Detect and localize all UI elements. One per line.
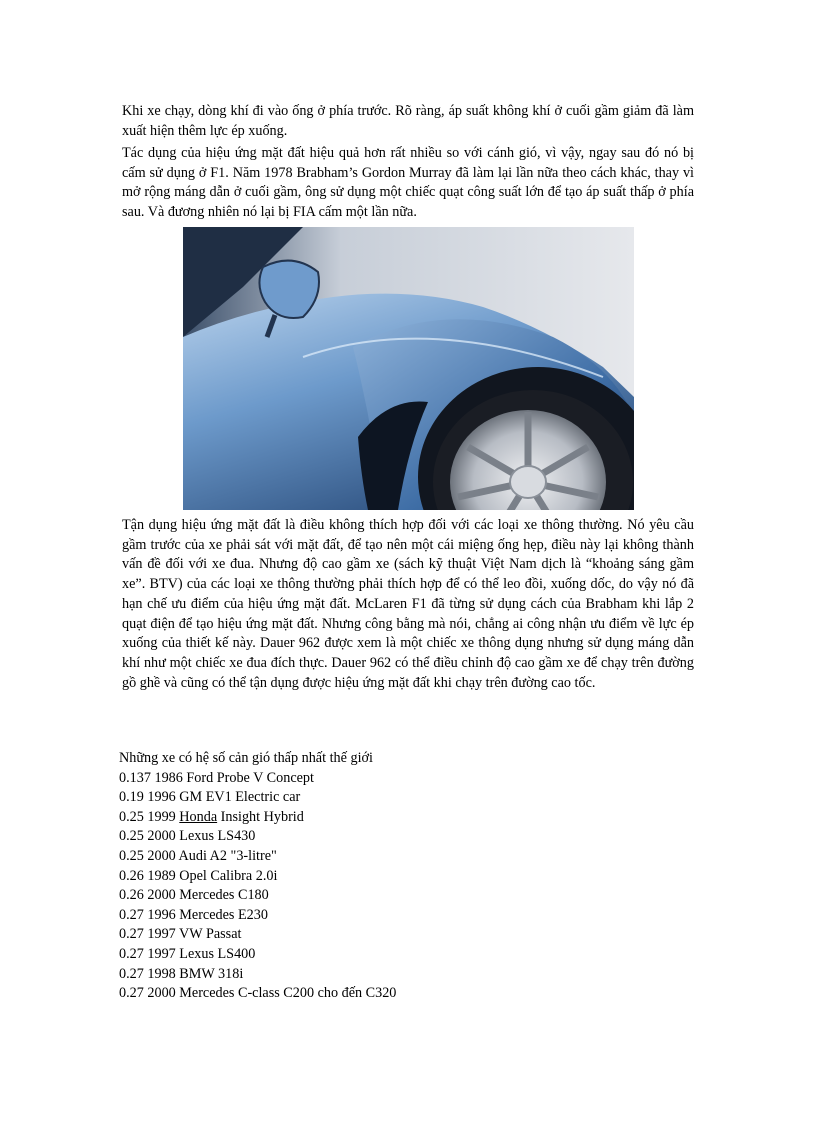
honda-link[interactable]: Honda (179, 808, 218, 825)
list-item: 0.19 1996 GM EV1 Electric car (119, 789, 301, 806)
list-item: 0.27 2000 Mercedes C-class C200 cho đến C320 (119, 985, 397, 1002)
paragraph-intro: Khi xe chạy, dòng khí đi vào ống ở phía trước. Rõ ràng, áp suất không khí ở cuối gầm giảm đã làm xuất hiện thêm lực ép xuống. (122, 103, 694, 139)
list-item: 0.25 2000 Lexus LS430 (119, 828, 256, 845)
list-item (119, 808, 691, 828)
car-photo (183, 227, 634, 510)
paragraph-road-cars: Tận dụng hiệu ứng mặt đất là điều không thích hợp đối với các loại xe thông thường. Nó yêu cầu gầm trước của xe phải sát với mặt đất, để tạo nên một cái miệng ống hẹp, điều này lại không thành vấn đề đối với xe đua. Nhưng độ cao gầm xe (sách kỹ thuật Việt Nam dịch là “khoảng sáng gầm xe”. BTV) của các loại xe thông thường phải thích hợp để có thể leo đồi, xuống dốc, do vậy nó đã hạn chế ưu điểm của hiệu ứng mặt đất. McLaren F1 đã từng sử dụng cách của Brabham khi lắp 2 quạt điện để tạo hiệu ứng mặt đất. Nhưng công bằng mà nói, chẳng ai công nhận ưu điểm về lực ép xuống của thiết kế này. Dauer 962 được xem là một chiếc xe thông dụng nhưng sử dụng máng dẫn khí như một chiếc xe đua đích thực. Dauer 962 có thể điều chỉnh độ cao gầm xe để chạy trên đường gồ ghề và cũng có thể tận dụng được hiệu ứng mặt đất khi chạy trên đường cao tốc. (122, 517, 694, 691)
drag-coefficient-list (119, 749, 691, 1004)
list-item: 0.27 1997 VW Passat (119, 926, 242, 943)
list-item: 0.27 1998 BMW 318i (119, 965, 244, 982)
list-item: 0.27 1996 Mercedes E230 (119, 906, 268, 923)
list-item: 0.25 2000 Audi A2 "3-litre" (119, 847, 277, 864)
list-heading: Những xe có hệ số cản gió thấp nhất thế giới (119, 750, 373, 766)
list-item-prefix: 0.25 1999 (119, 808, 180, 825)
list-item-suffix: Insight Hybrid (217, 808, 304, 825)
paragraph-ground-effect: Tác dụng của hiệu ứng mặt đất hiệu quả hơn rất nhiều so với cánh gió, vì vậy, ngay sau đó nó bị cấm sử dụng ở F1. Năm 1978 Brabham’s Gordon Murray đã làm lại lần nữa theo cách khác, thay vì mở rộng máng dẫn ở cuối gầm, ông sử dụng một chiếc quạt công suất lớn để tạo áp suất thấp ở phía sau. Và đương nhiên nó lại bị FIA cấm một lần nữa. (122, 145, 694, 221)
list-item: 0.26 1989 Opel Calibra 2.0i (119, 867, 278, 884)
car-illustration (183, 227, 634, 510)
list-item: 0.137 1986 Ford Probe V Concept (119, 769, 314, 786)
list-item: 0.27 1997 Lexus LS400 (119, 945, 256, 962)
list-item: 0.26 2000 Mercedes C180 (119, 887, 269, 904)
